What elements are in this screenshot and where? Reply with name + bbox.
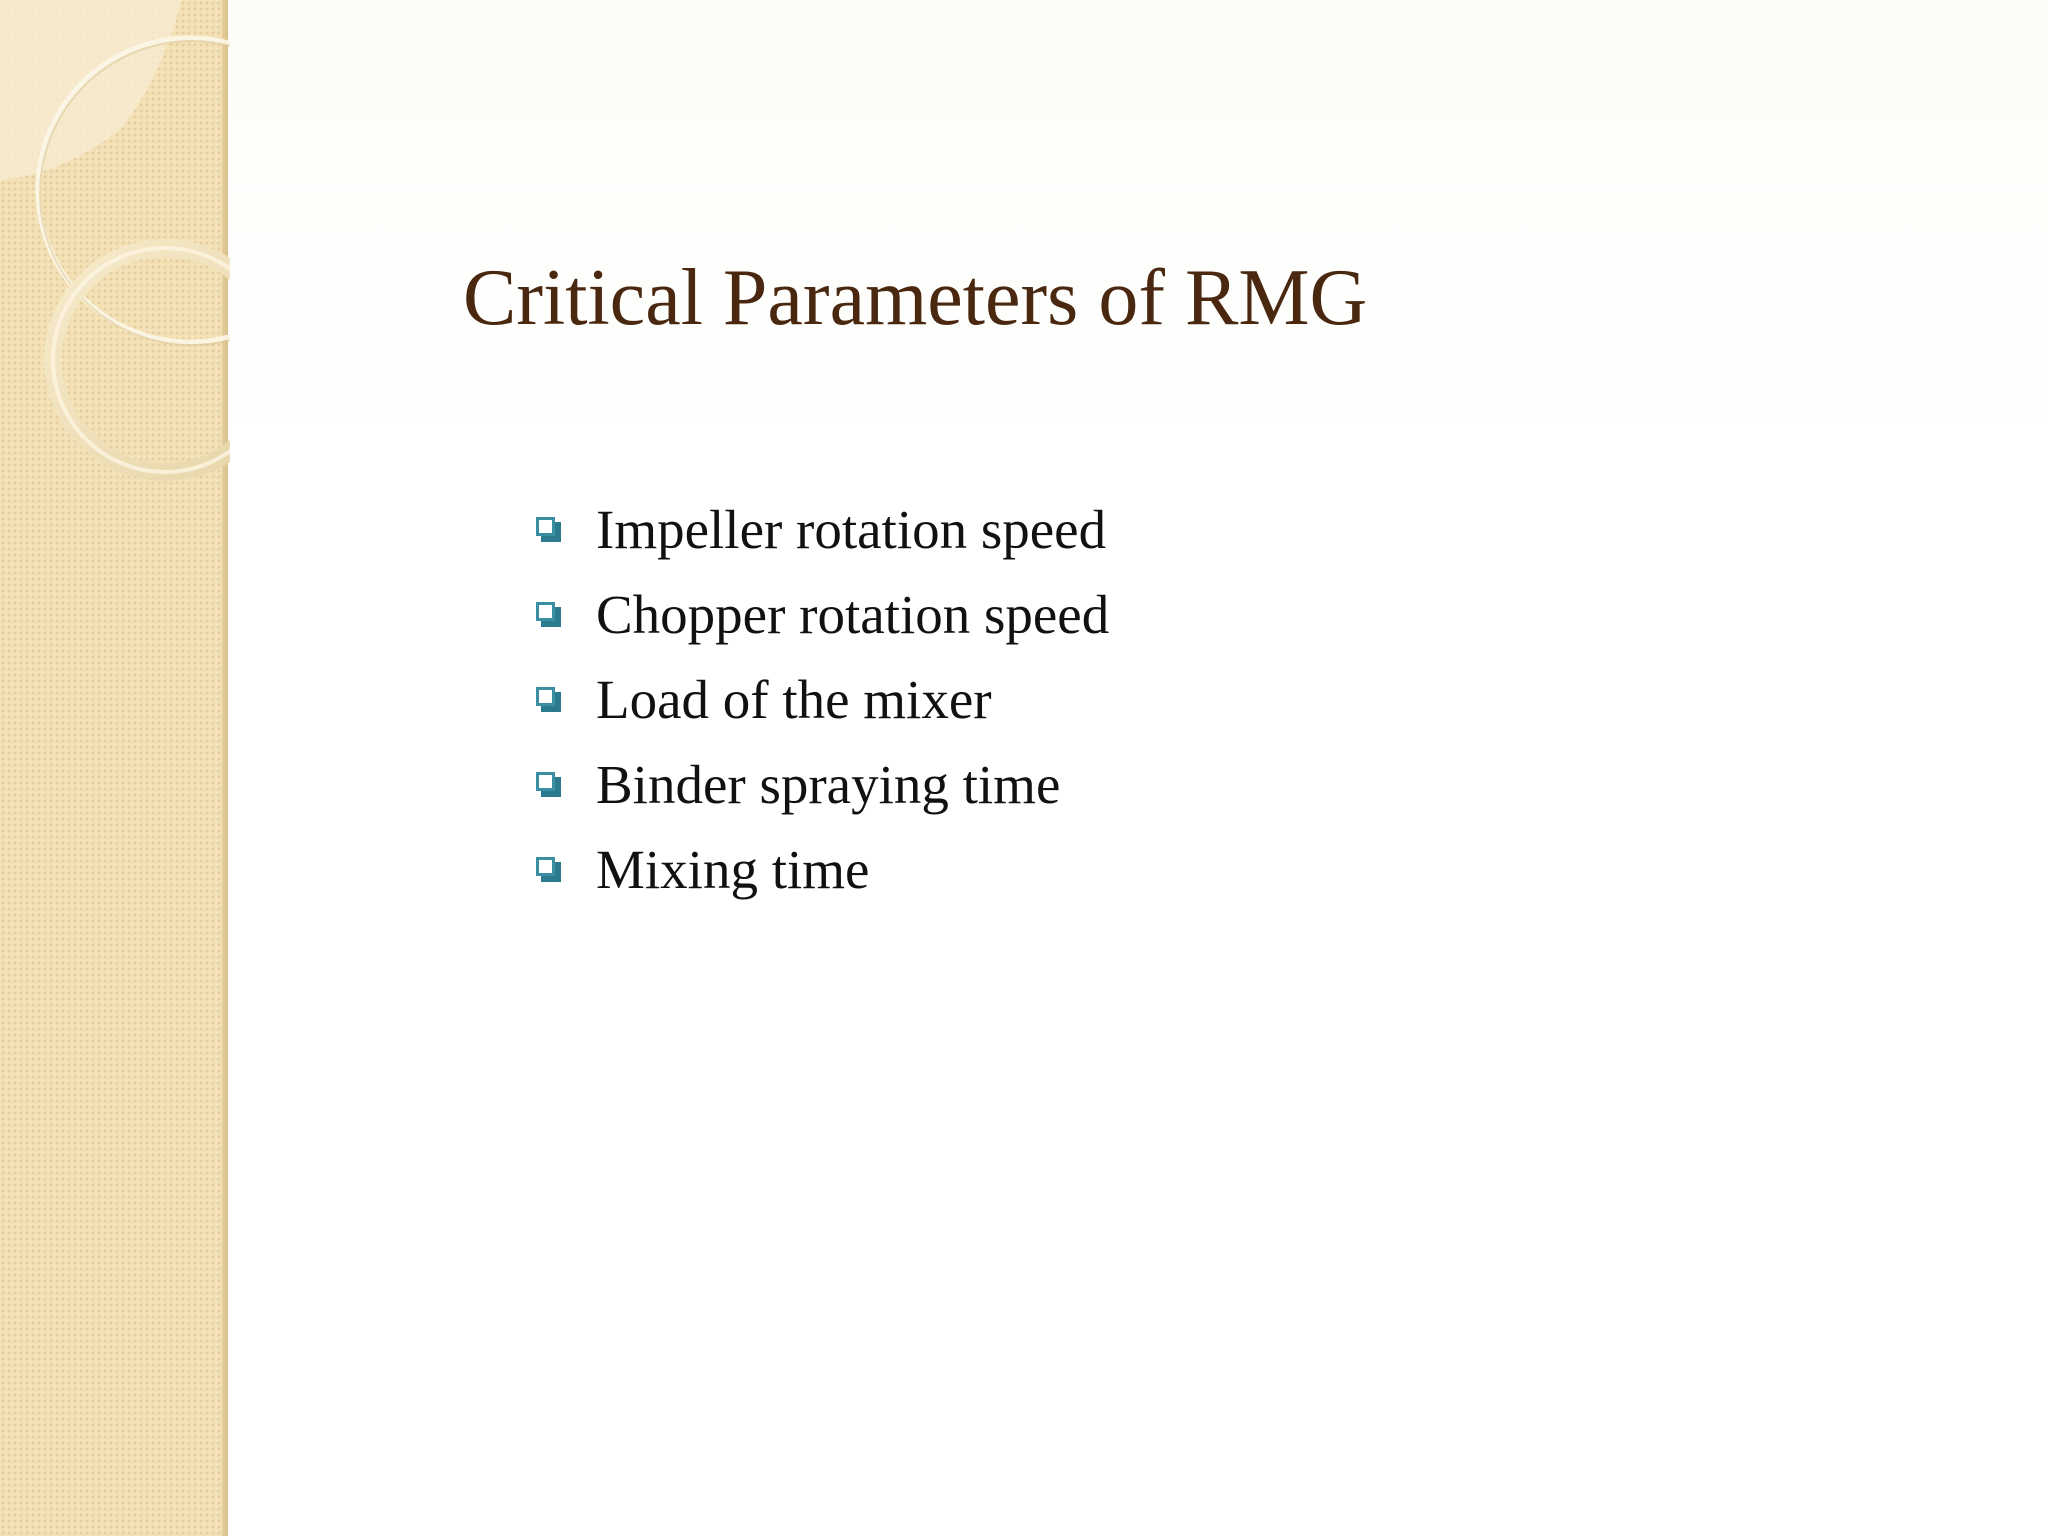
square-bullet-icon bbox=[536, 857, 561, 882]
list-item bbox=[536, 487, 1109, 572]
list-item bbox=[536, 572, 1109, 657]
bullet-text: Impeller rotation speed bbox=[596, 499, 1107, 560]
bullet-text: Load of the mixer bbox=[596, 669, 992, 730]
slide-title: Critical Parameters of RMG bbox=[463, 254, 1368, 342]
list-item bbox=[536, 827, 1109, 912]
decorative-arc-shape bbox=[0, 0, 182, 180]
bullet-text: Mixing time bbox=[596, 839, 870, 900]
content-background bbox=[228, 0, 2048, 1536]
list-item bbox=[536, 742, 1109, 827]
bullet-text: Chopper rotation speed bbox=[596, 584, 1110, 645]
bullet-list bbox=[536, 487, 1109, 912]
square-bullet-icon bbox=[536, 602, 561, 627]
decorative-small-ring bbox=[53, 248, 230, 472]
decorative-rings bbox=[0, 0, 230, 520]
list-item bbox=[536, 657, 1109, 742]
square-bullet-icon bbox=[536, 517, 561, 542]
bullet-text: Binder spraying time bbox=[596, 754, 1061, 815]
square-bullet-icon bbox=[536, 772, 561, 797]
square-bullet-icon bbox=[536, 687, 561, 712]
